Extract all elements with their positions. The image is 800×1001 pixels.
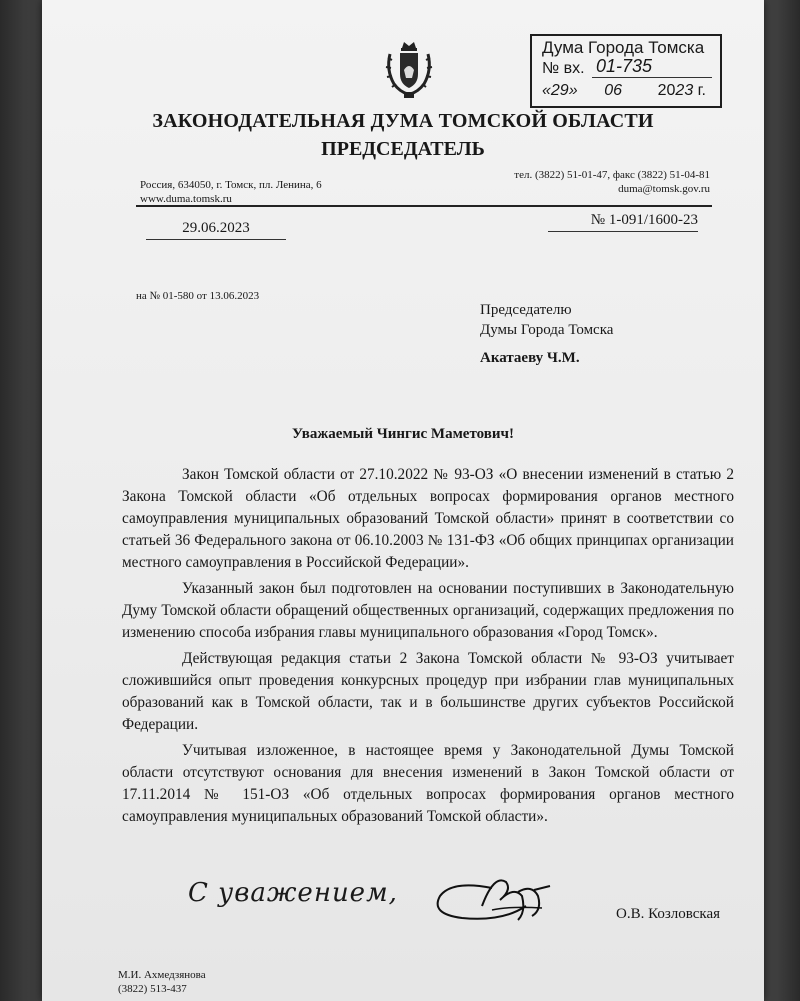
closing-phrase: С уважением, xyxy=(188,878,398,908)
stamp-reg-underline xyxy=(592,77,712,78)
registration-stamp xyxy=(530,34,722,108)
stamp-date-year-suffix: 23 xyxy=(675,82,694,99)
executor-block xyxy=(118,968,206,996)
addressee-block xyxy=(480,300,613,368)
body-paragraph: Указанный закон был подготовлен на основании поступивших в Законодательную Думу Томской области обращений общественных организаций, содержащих предложения по изменению способа избрания главы муниципального образования «Город Томск». xyxy=(122,580,734,641)
body-paragraph: Учитывая изложенное, в настоящее время у Законодательной Думы Томской области отсутствуют основания для внесения изменений в Закон Томской области от 17.11.2014 № 151-ОЗ «Об отдельных вопросах формирования органов местного самоуправления муниципальных образований Томской области». xyxy=(122,742,734,825)
body-paragraph: Закон Томской области от 27.10.2022 № 93-ОЗ «О внесении изменений в статью 2 Закона Томской области «Об отдельных вопросах формирования органов местного самоуправления муниципальных образований Томской области» принят в соответствии со статьей 36 Федерального закона от 06.10.2003 № 131-ФЗ «Об общих принципах организации местного самоуправления в Российской Федерации». xyxy=(122,466,734,571)
address-block xyxy=(140,178,322,206)
letter-sheet xyxy=(42,0,764,1001)
stamp-date-year-prefix: 20 xyxy=(657,82,676,99)
website: www.duma.tomsk.ru xyxy=(140,193,232,205)
addressee-position: Председателю xyxy=(480,302,572,318)
stamp-reg-label: № вх. xyxy=(542,60,585,77)
postal-address: Россия, 634050, г. Томск, пл. Ленина, 6 xyxy=(140,179,322,191)
salutation: Уважаемый Чингис Маметович! xyxy=(292,426,514,442)
outgoing-number: № 1-091/1600-23 xyxy=(548,212,698,232)
executor-name: М.И. Ахмедзянова xyxy=(118,969,206,981)
letter-body xyxy=(122,464,734,832)
header-divider xyxy=(136,205,712,207)
handwritten-signature xyxy=(422,866,562,936)
addressee-organization: Думы Города Томска xyxy=(480,322,614,338)
stamp-date-g: г. xyxy=(697,82,706,99)
stamp-reg-number: 01-735 xyxy=(596,56,653,76)
stamp-date-month: 06 xyxy=(604,82,623,99)
letter-date: 29.06.2023 xyxy=(146,220,286,240)
reply-reference: на № 01-580 от 13.06.2023 xyxy=(136,290,260,302)
addressee-name: Акатаеву Ч.М. xyxy=(480,350,580,366)
signer-name: О.В. Козловская xyxy=(616,906,721,922)
contacts-block xyxy=(478,168,710,196)
email: duma@tomsk.gov.ru xyxy=(618,183,710,195)
executor-phone: (3822) 513-437 xyxy=(118,983,187,995)
stamp-date-row xyxy=(542,82,706,100)
organization-name: ЗАКОНОДАТЕЛЬНАЯ ДУМА ТОМСКОЙ ОБЛАСТИ xyxy=(152,110,654,132)
stamp-date-day: «29» xyxy=(542,82,578,99)
stamp-reg-row xyxy=(542,56,653,78)
position-title: ПРЕДСЕДАТЕЛЬ xyxy=(321,138,485,160)
coat-of-arms-icon xyxy=(384,40,434,100)
body-paragraph: Действующая редакция статьи 2 Закона Томской области № 93-ОЗ учитывает сложившийся опыт проведения конкурсных процедур при избрании глав муниципальных образований как в Томской области, так и в большинстве других субъектов Российской Федерации. xyxy=(122,650,734,733)
stamp-title: Дума Города Томска xyxy=(542,38,705,57)
phone-fax: тел. (3822) 51-01-47, факс (3822) 51-04-81 xyxy=(514,169,710,181)
